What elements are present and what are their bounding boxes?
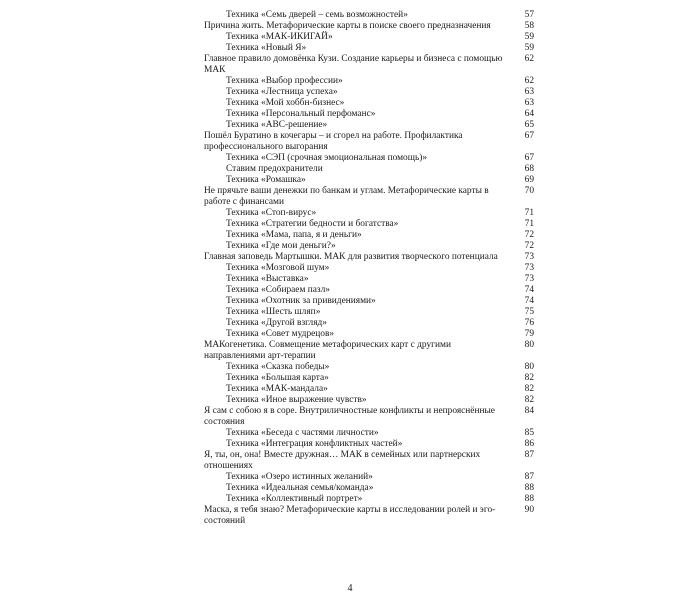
toc-entry-title: Техника «Выставка» bbox=[226, 274, 309, 284]
toc-entry-technique bbox=[204, 87, 534, 98]
toc-entry-title: Техника «Охотник за привидениями» bbox=[226, 296, 376, 306]
toc-entry-title: Техника «Мама, папа, я и деньги» bbox=[226, 230, 362, 240]
toc-entry-page: 62 bbox=[524, 76, 534, 86]
toc-entry-technique bbox=[204, 164, 534, 175]
toc-entry-technique bbox=[204, 428, 534, 439]
page-number: 4 bbox=[347, 583, 353, 594]
toc-entry-title: Главная заповедь Мартышки. МАК для развития творческого потенциала bbox=[204, 252, 498, 262]
toc-entry-technique bbox=[204, 472, 534, 483]
toc-entry-title: Техника «Стратегии бедности и богатства» bbox=[226, 219, 399, 229]
toc-entry-technique bbox=[204, 109, 534, 120]
toc-entry-technique bbox=[204, 318, 534, 329]
toc-entry-chapter bbox=[204, 505, 534, 527]
toc-entry-technique bbox=[204, 219, 534, 230]
toc-entry-title: Маска, я тебя знаю? Метафорические карты в исследовании ролей и эго-состояний bbox=[204, 505, 496, 526]
toc-entry-title: Техника «Выбор профессии» bbox=[226, 76, 343, 86]
toc-entry-page: 80 bbox=[524, 362, 534, 372]
toc-entry-technique bbox=[204, 362, 534, 373]
toc-entry-technique bbox=[204, 395, 534, 406]
toc-entry-technique bbox=[204, 10, 534, 21]
toc-entry-title: Техника «Стоп-вирус» bbox=[226, 208, 317, 218]
toc-entry-page: 67 bbox=[524, 153, 534, 163]
toc-entry-technique bbox=[204, 43, 534, 54]
toc-entry-chapter bbox=[204, 252, 534, 263]
toc-entry-title: Техника «Другой взгляд» bbox=[226, 318, 327, 328]
toc-entry-title: Техника «Большая карта» bbox=[226, 373, 329, 383]
toc-entry-title: Техника «МАК-мандала» bbox=[226, 384, 328, 394]
toc-entry-page: 62 bbox=[524, 54, 534, 64]
toc-entry-page: 72 bbox=[524, 230, 534, 240]
toc-entry-technique bbox=[204, 208, 534, 219]
toc-entry-page: 82 bbox=[524, 395, 534, 405]
toc-entry-page: 82 bbox=[524, 384, 534, 394]
toc-entry-chapter bbox=[204, 54, 534, 76]
toc-entry-page: 79 bbox=[524, 329, 534, 339]
toc-entry-technique bbox=[204, 153, 534, 164]
toc-entry-title: Техника «Коллективный портрет» bbox=[226, 494, 363, 504]
toc-entry-title: Техника «Ромашка» bbox=[226, 175, 306, 185]
toc-entry-technique bbox=[204, 384, 534, 395]
toc-entry-title: Техника «Идеальная семья/команда» bbox=[226, 483, 374, 493]
toc-entry-title: Техника «АВС-решение» bbox=[226, 120, 328, 130]
toc-entry-title: Я сам с собою я в соре. Внутриличностные конфликты и непрояснённые состояния bbox=[204, 406, 495, 427]
toc-entry-title: Техника «СЭП (срочная эмоциональная помощь)» bbox=[226, 153, 428, 163]
toc-entry-page: 58 bbox=[524, 21, 534, 31]
toc-entry-title: МАКогенетика. Совмещение метафорических карт с другими направлениями арт-терапии bbox=[204, 340, 451, 361]
toc-entry-title: Техника «Озеро истинных желаний» bbox=[226, 472, 373, 482]
toc-entry-technique bbox=[204, 307, 534, 318]
toc-entry-page: 68 bbox=[524, 164, 534, 174]
toc-entry-page: 87 bbox=[524, 472, 534, 482]
toc-entry-title: Техника «Где мои деньги?» bbox=[226, 241, 336, 251]
toc-entry-title: Техника «Новый Я» bbox=[226, 43, 307, 53]
toc-entry-technique bbox=[204, 120, 534, 131]
toc-entry-technique bbox=[204, 32, 534, 43]
toc-entry-title: Техника «МАК-ИКИГАЙ» bbox=[226, 32, 333, 42]
toc-entry-page: 74 bbox=[524, 285, 534, 295]
toc-entry-page: 86 bbox=[524, 439, 534, 449]
toc-entry-page: 73 bbox=[524, 252, 534, 262]
toc-entry-page: 85 bbox=[524, 428, 534, 438]
toc-entry-page: 67 bbox=[524, 131, 534, 141]
toc-entry-page: 74 bbox=[524, 296, 534, 306]
toc-entry-chapter bbox=[204, 131, 534, 153]
toc-entry-title: Не прячьте ваши денежки по банкам и углам. Метафорические карты в работе с финансами bbox=[204, 186, 489, 207]
toc-entry-title: Техника «Мозговой шум» bbox=[226, 263, 330, 273]
toc-entry-technique bbox=[204, 329, 534, 340]
toc-entry-page: 71 bbox=[524, 219, 534, 229]
toc-entry-title: Техника «Иное выражение чувств» bbox=[226, 395, 367, 405]
toc-entry-title: Техника «Лестница успеха» bbox=[226, 87, 338, 97]
toc-entry-title: Пошёл Буратино в кочегары – и сгорел на работе. Профилактика профессионального выгорания bbox=[204, 131, 463, 152]
toc-entry-page: 65 bbox=[524, 120, 534, 130]
toc-entry-technique bbox=[204, 175, 534, 186]
toc-entry-page: 88 bbox=[524, 494, 534, 504]
toc-entry-page: 73 bbox=[524, 263, 534, 273]
toc-entry-title: Техника «Шесть шляп» bbox=[226, 307, 321, 317]
toc-entry-technique bbox=[204, 285, 534, 296]
toc-entry-page: 90 bbox=[524, 505, 534, 515]
toc-entry-technique bbox=[204, 494, 534, 505]
toc-entry-title: Техника «Сказка победы» bbox=[226, 362, 330, 372]
toc-entry-title: Техника «Интеграция конфликтных частей» bbox=[226, 439, 403, 449]
toc-entry-chapter bbox=[204, 21, 534, 32]
toc-entry-technique bbox=[204, 274, 534, 285]
toc-entry-page: 84 bbox=[524, 406, 534, 416]
toc-entry-title: Техника «Семь дверей – семь возможностей» bbox=[226, 10, 408, 20]
toc-entry-page: 69 bbox=[524, 175, 534, 185]
table-of-contents bbox=[204, 10, 534, 527]
toc-entry-page: 63 bbox=[524, 87, 534, 97]
toc-entry-technique bbox=[204, 230, 534, 241]
toc-entry-technique bbox=[204, 241, 534, 252]
toc-entry-title: Техника «Беседа с частями личности» bbox=[226, 428, 379, 438]
toc-entry-page: 82 bbox=[524, 373, 534, 383]
toc-entry-page: 57 bbox=[524, 10, 534, 20]
toc-entry-page: 64 bbox=[524, 109, 534, 119]
toc-entry-page: 63 bbox=[524, 98, 534, 108]
toc-entry-page: 76 bbox=[524, 318, 534, 328]
toc-entry-title: Я, ты, он, она! Вместе дружная… МАК в семейных или партнерских отношениях bbox=[204, 450, 481, 471]
toc-entry-title: Причина жить. Метафорические карты в поиске своего предназначения bbox=[204, 21, 491, 31]
toc-entry-title: Техника «Персональный перфоманс» bbox=[226, 109, 376, 119]
toc-entry-technique bbox=[204, 263, 534, 274]
toc-entry-page: 59 bbox=[524, 43, 534, 53]
toc-entry-technique bbox=[204, 439, 534, 450]
toc-entry-page: 72 bbox=[524, 241, 534, 251]
toc-entry-page: 73 bbox=[524, 274, 534, 284]
toc-entry-technique bbox=[204, 76, 534, 87]
toc-entry-technique bbox=[204, 483, 534, 494]
toc-entry-page: 70 bbox=[524, 186, 534, 196]
toc-entry-page: 88 bbox=[524, 483, 534, 493]
toc-entry-chapter bbox=[204, 406, 534, 428]
toc-entry-chapter bbox=[204, 340, 534, 362]
toc-entry-technique bbox=[204, 373, 534, 384]
toc-entry-chapter bbox=[204, 186, 534, 208]
toc-entry-title: Ставим предохранители bbox=[226, 164, 323, 174]
toc-entry-page: 87 bbox=[524, 450, 534, 460]
toc-entry-title: Техника «Совет мудрецов» bbox=[226, 329, 335, 339]
toc-entry-page: 80 bbox=[524, 340, 534, 350]
toc-entry-page: 71 bbox=[524, 208, 534, 218]
toc-entry-page: 75 bbox=[524, 307, 534, 317]
toc-entry-chapter bbox=[204, 450, 534, 472]
toc-entry-title: Техника «Мой хоббн-бизнес» bbox=[226, 98, 345, 108]
toc-entry-title: Техника «Собираем пазл» bbox=[226, 285, 330, 295]
toc-entry-page: 59 bbox=[524, 32, 534, 42]
toc-entry-technique bbox=[204, 296, 534, 307]
toc-entry-title: Главное правило домовёнка Кузи. Создание карьеры и бизнеса с помощью МАК bbox=[204, 54, 503, 75]
toc-entry-technique bbox=[204, 98, 534, 109]
